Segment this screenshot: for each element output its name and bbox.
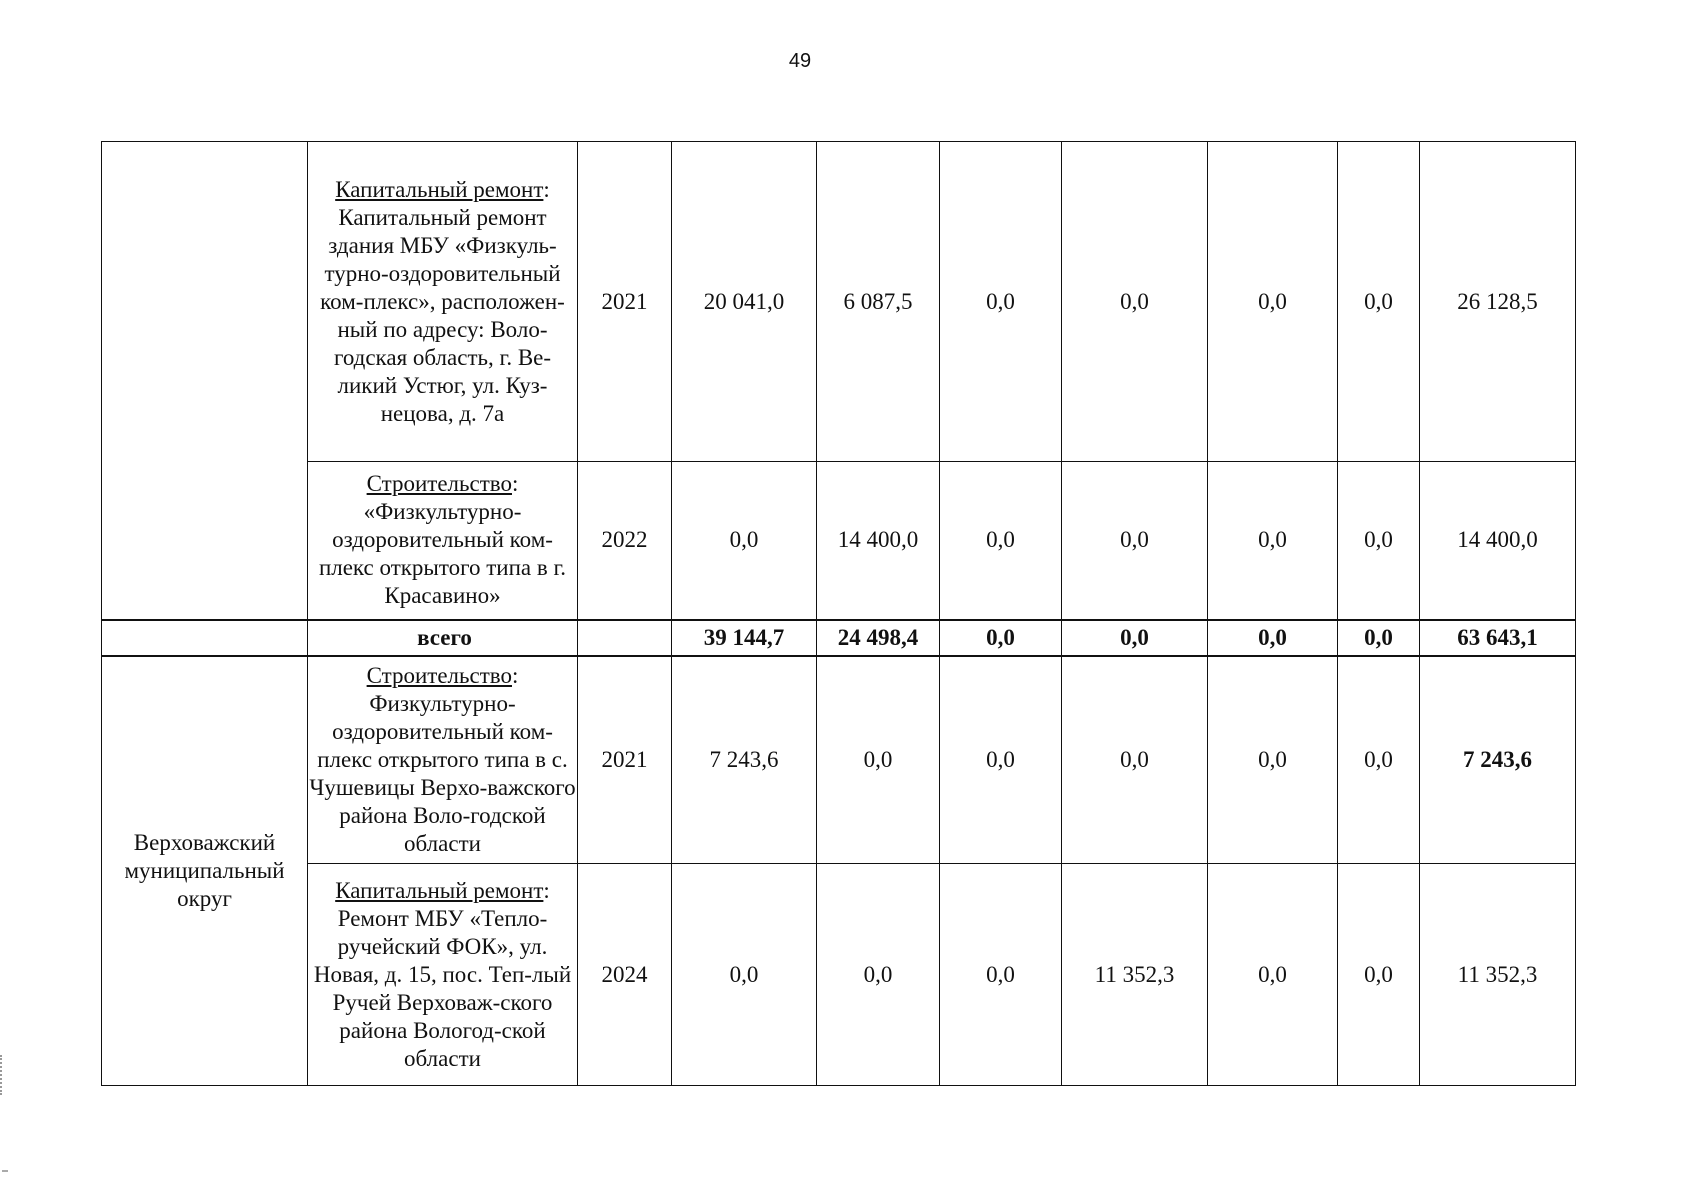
value-cell: 0,0: [817, 864, 940, 1086]
value-cell: 11 352,3: [1420, 864, 1576, 1086]
value-cell: 0,0: [1338, 462, 1420, 620]
total-value: 0,0: [1208, 620, 1338, 656]
value-cell: 0,0: [1338, 864, 1420, 1086]
value-cell: 0,0: [672, 462, 817, 620]
value-cell: 14 400,0: [817, 462, 940, 620]
scan-edge-mark: [2, 1170, 8, 1172]
page-number: 49: [788, 50, 812, 72]
work-type: Капитальный ремонт: [335, 877, 544, 903]
value-cell: 14 400,0: [1420, 462, 1576, 620]
work-type: Строительство: [366, 471, 512, 497]
total-label: всего: [308, 620, 578, 656]
total-value: 0,0: [1062, 620, 1208, 656]
value-cell: 0,0: [940, 864, 1062, 1086]
total-value: 0,0: [940, 620, 1062, 656]
total-row: [102, 620, 1576, 656]
value-cell: 11 352,3: [1062, 864, 1208, 1086]
object-description: Строительство: Физкультурно-оздоровительный ком-плекс открытого типа в с. Чушевицы Верхо-важского района Воло-годской области: [308, 656, 578, 864]
value-cell: 0,0: [817, 656, 940, 864]
year-cell: 2021: [578, 142, 672, 462]
value-cell: 0,0: [940, 656, 1062, 864]
value-cell: 0,0: [940, 142, 1062, 462]
work-type: Строительство: [366, 662, 512, 688]
object-description: Капитальный ремонт: Ремонт МБУ «Тепло-ручейский ФОК», ул. Новая, д. 15, пос. Теп-лый Ручей Верховаж-ского района Вологод-ской области: [308, 864, 578, 1086]
year-cell: 2022: [578, 462, 672, 620]
region-cell: [102, 142, 308, 620]
value-cell: 0,0: [1208, 864, 1338, 1086]
value-cell: 0,0: [1062, 656, 1208, 864]
value-cell: 0,0: [672, 864, 817, 1086]
work-type: Капитальный ремонт: [335, 176, 544, 202]
year-cell: 2021: [578, 656, 672, 864]
value-cell: 0,0: [1062, 462, 1208, 620]
region-cell: [102, 620, 308, 656]
table-row: [102, 462, 1576, 620]
value-cell: 0,0: [1338, 656, 1420, 864]
value-cell: 0,0: [940, 462, 1062, 620]
value-cell: 0,0: [1062, 142, 1208, 462]
value-cell: 0,0: [1338, 142, 1420, 462]
table-row: [102, 864, 1576, 1086]
object-name: Ремонт МБУ «Тепло-ручейский ФОК», ул. Новая, д. 15, пос. Теп-лый Ручей Верховаж-ского района Вологод-ской области: [313, 905, 572, 1071]
year-cell: 2024: [578, 864, 672, 1086]
total-value: 63 643,1: [1420, 620, 1576, 656]
value-cell: 0,0: [1208, 142, 1338, 462]
object-description: Капитальный ремонт: Капитальный ремонт здания МБУ «Физкуль-турно-оздоровительный ком-плекс», расположен-ный по адресу: Воло-годская область, г. Ве-ликий Устюг, ул. Куз-нецова, д. 7а: [308, 142, 578, 462]
value-cell: 0,0: [1208, 462, 1338, 620]
value-cell: 26 128,5: [1420, 142, 1576, 462]
object-name: «Физкультурно-оздоровительный ком-плекс открытого типа в г. Красавино»: [318, 499, 567, 609]
value-cell: 7 243,6: [672, 656, 817, 864]
value-cell: 20 041,0: [672, 142, 817, 462]
scan-edge-mark: [0, 1055, 4, 1095]
value-cell: 7 243,6: [1420, 656, 1576, 864]
object-description: Строительство: «Физкультурно-оздоровительный ком-плекс открытого типа в г. Красавино»: [308, 462, 578, 620]
total-value: 39 144,7: [672, 620, 817, 656]
value-cell: 0,0: [1208, 656, 1338, 864]
object-name: Физкультурно-оздоровительный ком-плекс открытого типа в с. Чушевицы Верхо-важского района Воло-годской области: [309, 690, 576, 856]
total-value: 24 498,4: [817, 620, 940, 656]
table-row: [102, 656, 1576, 864]
object-name: Капитальный ремонт здания МБУ «Физкуль-турно-оздоровительный ком-плекс», расположен-ный по адресу: Воло-годская область, г. Ве-ликий Устюг, ул. Куз-нецова, д. 7а: [320, 204, 565, 426]
financing-table: [101, 141, 1576, 1086]
table-row: [102, 142, 1576, 462]
region-cell: Верховажский муниципальный округ: [102, 656, 308, 1086]
total-value: 0,0: [1338, 620, 1420, 656]
value-cell: 6 087,5: [817, 142, 940, 462]
year-cell: [578, 620, 672, 656]
